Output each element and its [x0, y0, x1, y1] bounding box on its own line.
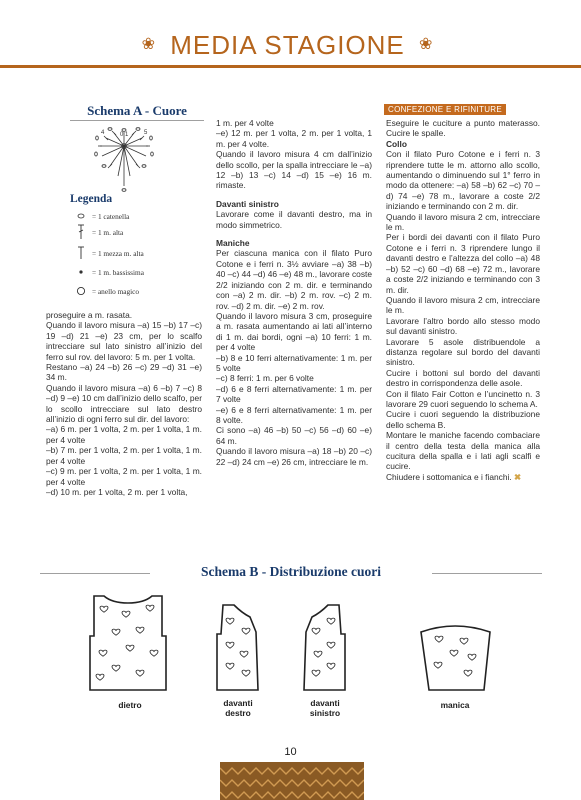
heart-icon [468, 654, 476, 660]
paragraph: Quando il lavoro misura –a) 6 –b) 7 –c) 8 –d) 9 –e) 10 cm dall’inizio dello scalfo, per lo scollo intrecciare sul lato destro all’inizio di ogni ferro sul dir. del lavoro: [46, 382, 202, 425]
heart-icon [226, 663, 234, 669]
piece-label-dietro: dietro [118, 700, 142, 710]
diagram-label-left: 4 [101, 130, 105, 136]
heart-icon [434, 662, 442, 668]
page-number: 10 [284, 746, 297, 758]
davanti-destro-piece [217, 605, 258, 690]
heart-icon [240, 651, 248, 657]
diagram-label-top: 0 1 [120, 132, 129, 138]
heart-icon [99, 650, 107, 656]
paragraph: Ci sono –a) 46 –b) 50 –c) 56 –d) 60 –e) 64 m. [216, 425, 372, 446]
paragraph: proseguire a m. rasata. [46, 310, 133, 320]
heart-icon [100, 606, 108, 612]
paragraph: Quando il lavoro misura 3 cm, proseguire a m. rasata aumentando ai lati all’interno di 1 m. dai bordi, ogni –a) 10 ferri: 1 m. per 4 volte [216, 310, 372, 353]
heart-icon [112, 629, 120, 635]
flower-icon: ❀ [419, 36, 434, 54]
paragraph: –a) 6 m. per 1 volta, 2 m. per 1 volta, 1 m. per 4 volte [46, 424, 202, 445]
paragraph: Lavorare come il davanti destro, ma in modo simmetrico. [216, 209, 372, 230]
heart-icon [312, 628, 320, 634]
heart-icon [242, 670, 250, 676]
paragraph: Lavorare 5 asole distribuendole a distanza regolare sul bordo del davanti sinistro. [386, 336, 540, 368]
paragraph: Lavorare l’altro bordo allo stesso modo sul davanti sinistro. [386, 315, 540, 337]
legend-label: = 1 m. bassissima [92, 267, 144, 277]
flower-icon: ❀ [141, 36, 156, 54]
heart-icon [96, 674, 104, 680]
paragraph: Quando il lavoro misura 4 cm dall’inizio dello scollo, per la spalla intrecciare le –a) 12 –b) 13 –c) 14 –d) 15 –e) 16 m. rimaste. [216, 149, 372, 191]
paragraph: –e) 6 e 8 ferri alternativamente: 1 m. per 8 volte. [216, 404, 372, 425]
diagram-label-right: 5 [144, 130, 148, 136]
heart-icon [146, 605, 154, 611]
schema-a-title: Schema A - Cuore [70, 103, 204, 121]
heart-icon [122, 611, 130, 617]
heart-icon [226, 642, 234, 648]
piece-label-davanti-destro: davanti destro [223, 698, 253, 718]
paragraph: Eseguire le cuciture a punto materasso. Cucire le spalle. [386, 118, 540, 139]
heart-icon [226, 618, 234, 624]
heart-icon [312, 670, 320, 676]
legend-label: = 1 mezza m. alta [92, 248, 144, 258]
legend-title: Legenda [70, 193, 113, 205]
paragraph: –d) 6 e 8 ferri alternativamente: 1 m. per 7 volte [216, 383, 372, 405]
schema-b-title: Schema B - Distribuzione cuori [201, 564, 381, 579]
end-mark-icon: ✖ [514, 471, 522, 482]
subheading-maniche: Maniche [216, 238, 250, 249]
heart-icon [136, 670, 144, 676]
paragraph: –b) 7 m. per 1 volta, 2 m. per 1 volta, 1 m. per 4 volte [46, 445, 202, 466]
paragraph: 1 m. per 4 volte [216, 118, 274, 128]
paragraph: –b) 8 e 10 ferri alternativamente: 1 m. per 5 volte [216, 352, 372, 373]
piece-label-manica: manica [440, 700, 470, 710]
paragraph: Restano –a) 24 –b) 26 –c) 29 –d) 31 –e) 34 m. [46, 362, 202, 383]
paragraph: Montare le maniche facendo combaciare il centro della testa della manica alla cucitura della spalla e i lati agli scalfi e cucire. [386, 430, 540, 472]
paragraph: Cucire i bottoni sul bordo del davanti destro in corrispondenza delle asole. [386, 367, 540, 389]
legend-label: = 1 m. alta [92, 227, 124, 237]
knit-texture-strip [220, 762, 364, 800]
paragraph: Per i bordi dei davanti con il filato Puro Cotone e i ferri n. 3 riprendere lungo il davanti destro e l’altezza del collo –a) 48 –b) 52 –c) 60 –d) 68 –e) 72 m., lavorare a coste 2/2 iniziando e terminando con 3 m. dir. [386, 232, 540, 295]
paragraph: –c) 9 m. per 1 volta, 2 m. per 1 volta, 1 m. per 4 volte [46, 466, 202, 487]
heart-icon [126, 645, 134, 651]
paragraph: Quando il lavoro misura –a) 15 –b) 17 –c) 19 –d) 21 –e) 23 cm, per lo scalfo intrecciare sul lato sinistro all’inizio del ferro sul rov. del lavoro: 5 m. per 1 volta. [46, 320, 202, 362]
manica-piece [421, 626, 490, 690]
heart-icon [112, 665, 120, 671]
paragraph: Cucire i cuori seguendo la distribuzione dello schema B. [386, 409, 540, 430]
heart-icon [150, 650, 158, 656]
heart-icon [327, 642, 335, 648]
header-title-text: MEDIA STAGIONE [170, 30, 405, 60]
paragraph: –d) 10 m. per 1 volta, 2 m. per 1 volta, [46, 486, 188, 497]
closing-text: Chiudere i sottomanica e i fianchi. [386, 471, 512, 482]
piece-label-davanti-sinistro: davanti sinistro [309, 698, 341, 718]
heart-icon [460, 638, 468, 644]
paragraph: Con il filato Puro Cotone e i ferri n. 3 riprendere tutte le m. attorno allo scollo, aumentando o diminuendo sul 1° ferro in modo da ottenere: –a) 58 –b) 62 –c) 70 –d) 74 –e) 78 m., lavorare a coste 2/2 iniziando e terminando con 2 m. dir. [386, 149, 540, 212]
heart-icon [450, 650, 458, 656]
legend-label: = 1 catenella [92, 211, 130, 221]
paragraph: –e) 12 m. per 1 volta, 2 m. per 1 volta, 1 m. per 4 volte. [216, 128, 372, 149]
paragraph: Quando il lavoro misura 2 cm, intrecciare le m. [386, 294, 540, 316]
subheading-collo: Collo [386, 138, 407, 149]
paragraph: Quando il lavoro misura –a) 18 –b) 20 –c) 22 –d) 24 cm –e) 26 cm, intrecciare le m. [216, 446, 372, 467]
watermark: PassionForum.ru [468, 784, 545, 795]
subheading-davanti-sinistro: Davanti sinistro [216, 198, 279, 209]
paragraph: –c) 8 ferri: 1 m. per 6 volte [216, 373, 314, 384]
legend-label: = anello magico [92, 286, 140, 296]
heart-icon [327, 618, 335, 624]
heart-icon [464, 670, 472, 676]
heart-icon [327, 663, 335, 669]
paragraph: Quando il lavoro misura 2 cm, intrecciare le m. [386, 211, 540, 233]
heart-icon [314, 651, 322, 657]
paragraph: Per ciascuna manica con il filato Puro Cotone e i ferri n. 3½ avviare –a) 38 –b) 40 –c) 44 –d) 46 –e) 48 m., lavorare coste 2/2 iniziando con 2 m. dir. e terminando con –a) 2 m. dir. –b) 2 m. rov. –c) 2 m. rov. –d) 2 m. dir. –e) 2 m. rov. [216, 248, 372, 311]
heart-icon [242, 628, 250, 634]
confezione-label: CONFEZIONE E RIFINITURE [384, 104, 506, 115]
paragraph: Con il filato Fair Cotton e l’uncinetto n. 3 lavorare 29 cuori seguendo lo schema A. [386, 388, 540, 409]
davanti-sinistro-piece [304, 605, 345, 690]
heart-icon [435, 636, 443, 642]
heart-icon [136, 627, 144, 633]
